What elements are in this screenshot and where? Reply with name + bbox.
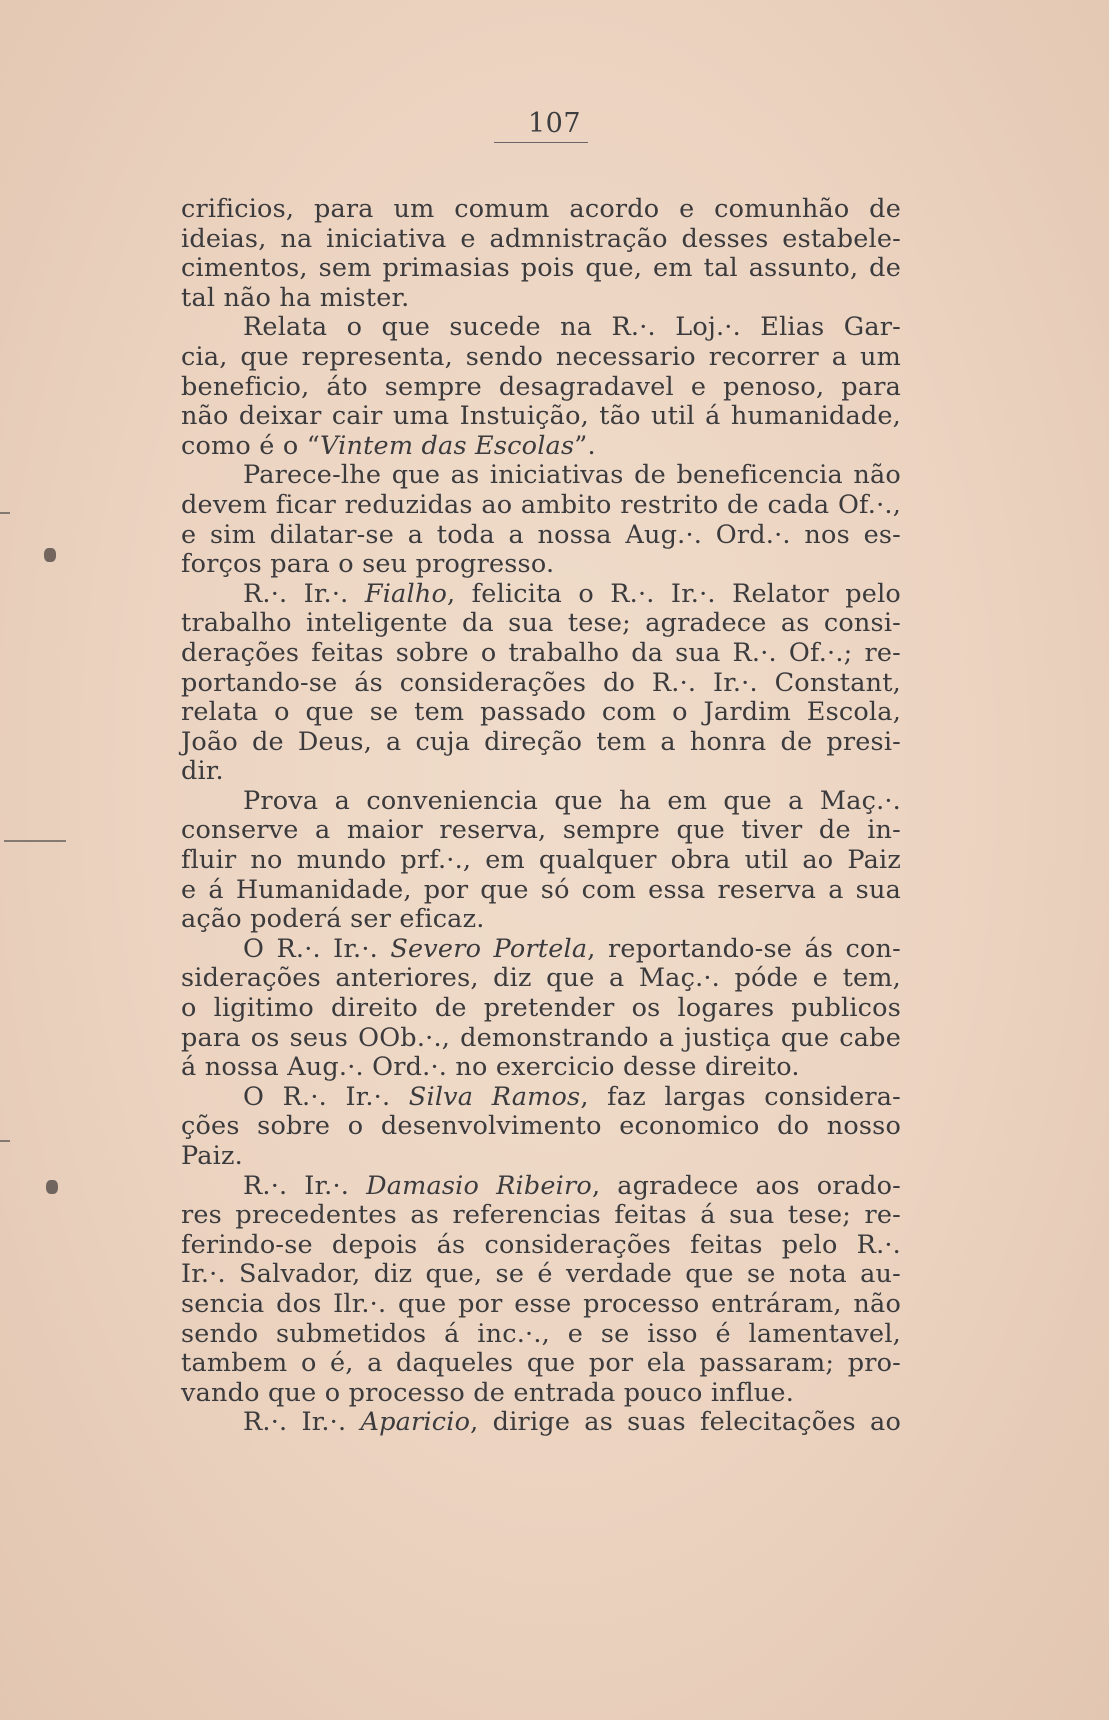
- body-text: [181, 195, 901, 1438]
- text-line: beneficio, áto sempre desagradavel e penoso, para: [181, 371, 901, 402]
- text-line: e sim dilatar-se a toda a nossa Aug.·. Ord.·. nos es-: [181, 519, 901, 550]
- text-line: á nossa Aug.·. Ord.·. no exercicio desse direito.: [181, 1052, 800, 1083]
- page-number-rule: [494, 142, 588, 143]
- text-line: Paiz.: [181, 1141, 243, 1171]
- text-line: ideias, na iniciativa e admnistração desses estabele-: [181, 223, 901, 254]
- text-line: ções sobre o desenvolvimento economico do nosso: [181, 1111, 901, 1142]
- text-line: ação poderá ser eficaz.: [181, 904, 485, 935]
- text-line: tal não ha mister.: [181, 282, 410, 313]
- margin-stroke: [0, 1140, 10, 1142]
- text-line: dir.: [181, 756, 224, 787]
- text-line: O R.·. Ir.·. Severo Portela, reportando-se ás con-: [243, 933, 901, 964]
- margin-stroke: [0, 512, 10, 514]
- margin-blot: [46, 1180, 58, 1194]
- text-line: R.·. Ir.·. Fialho, felicita o R.·. Ir.·. Relator pelo: [243, 578, 901, 609]
- text-line: ferindo-se depois ás considerações feitas pelo R.·.: [181, 1229, 901, 1260]
- text-line: João de Deus, a cuja direção tem a honra de presi-: [181, 726, 901, 757]
- text-line: forços para o seu progresso.: [181, 549, 555, 580]
- text-line: sencia dos Ilr.·. que por esse processo entráram, não: [181, 1288, 901, 1319]
- text-line: o ligitimo direito de pretender os logares publicos: [181, 993, 901, 1024]
- text-line: crificios, para um comum acordo e comunhão de: [181, 194, 901, 224]
- text-line: relata o que se tem passado com o Jardim Escola,: [181, 697, 901, 728]
- text-line: R.·. Ir.·. Damasio Ribeiro, agradece aos orado-: [243, 1170, 901, 1201]
- text-line: como é o “Vintem das Escolas”.: [181, 430, 596, 461]
- text-line: res precedentes as referencias feitas á sua tese; re-: [181, 1200, 901, 1231]
- text-line: fluir no mundo prf.·., em qualquer obra util ao Paiz: [181, 845, 901, 876]
- margin-blot: [44, 548, 56, 562]
- margin-stroke: [4, 840, 66, 842]
- text-line: conserve a maior reserva, sempre que tiver de in-: [181, 815, 901, 846]
- text-line: para os seus OOb.·., demonstrando a justiça que cabe: [181, 1022, 901, 1053]
- text-line: siderações anteriores, diz que a Maç.·. póde e tem,: [181, 963, 901, 994]
- text-line: Parece-lhe que as iniciativas de beneficencia não: [243, 460, 901, 491]
- text-line: O R.·. Ir.·. Silva Ramos, faz largas considera-: [243, 1081, 901, 1112]
- text-line: devem ficar reduzidas ao ambito restrito de cada Of.·.,: [181, 489, 901, 520]
- text-line: cia, que representa, sendo necessario recorrer a um: [181, 341, 901, 372]
- page-number: 107: [527, 108, 582, 139]
- text-line: vando que o processo de entrada pouco influe.: [181, 1377, 795, 1408]
- text-line: tambem o é, a daqueles que por ela passaram; pro-: [181, 1348, 901, 1379]
- text-line: cimentos, sem primasias pois que, em tal assunto, de: [181, 253, 901, 284]
- text-line: Prova a conveniencia que ha em que a Maç.·.: [243, 785, 901, 816]
- text-line: trabalho inteligente da sua tese; agradece as consi-: [181, 608, 901, 639]
- text-line: R.·. Ir.·. Aparicio, dirige as suas felecitações ao: [243, 1407, 901, 1438]
- text-line: Ir.·. Salvador, diz que, se é verdade que se nota au-: [181, 1259, 901, 1290]
- text-line: Relata o que sucede na R.·. Loj.·. Elias Gar-: [243, 312, 901, 343]
- text-line: sendo submetidos á inc.·., e se isso é lamentavel,: [181, 1318, 901, 1349]
- text-line: e á Humanidade, por que só com essa reserva a sua: [181, 874, 901, 905]
- text-line: não deixar cair uma Instuição, tão util á humanidade,: [181, 401, 901, 432]
- text-line: portando-se ás considerações do R.·. Ir.·. Constant,: [181, 667, 901, 698]
- text-line: derações feitas sobre o trabalho da sua R.·. Of.·.; re-: [181, 637, 901, 668]
